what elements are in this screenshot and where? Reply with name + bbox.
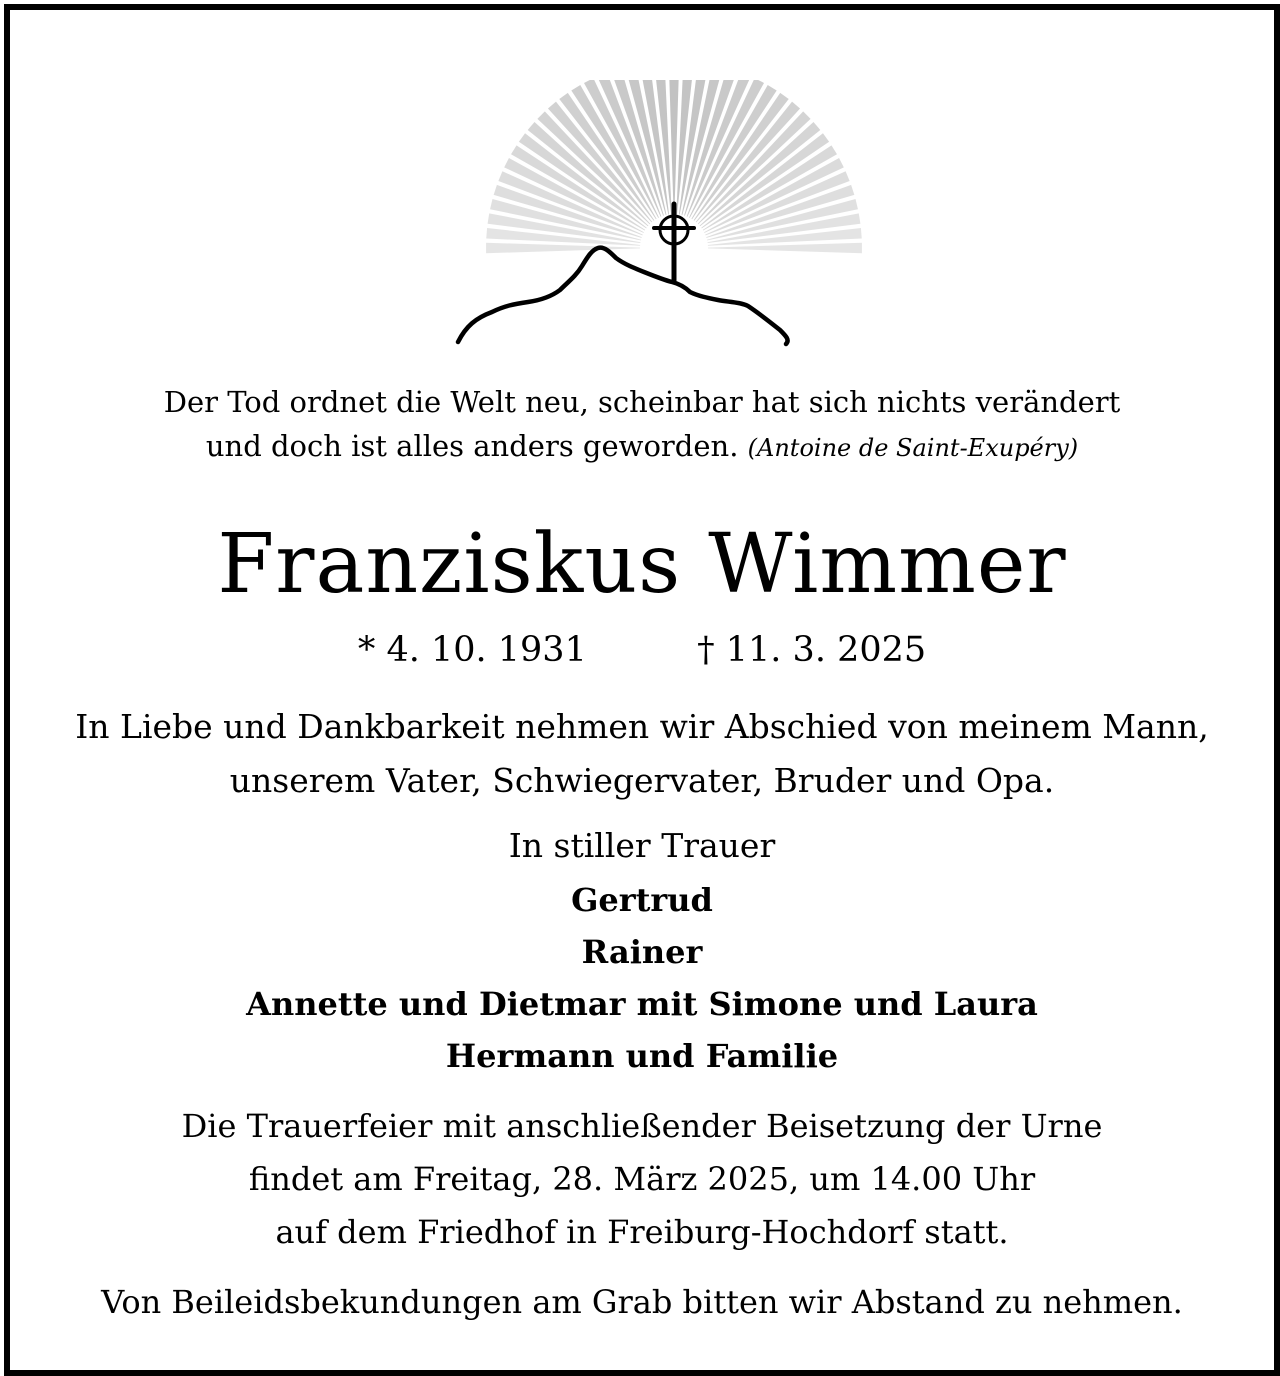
farewell-line-1: In Liebe und Dankbarkeit nehmen wir Abschied von meinem Mann, <box>75 707 1209 746</box>
ceremony-info <box>10 1100 1274 1259</box>
quote-line-1: Der Tod ordnet die Welt neu, scheinbar hat sich nichts verändert <box>163 385 1121 419</box>
quote <box>10 380 1274 470</box>
mourners-list <box>10 874 1274 1082</box>
mourner-name: Gertrud <box>571 881 713 919</box>
quote-line-2 <box>10 424 1274 470</box>
mountain-outline <box>458 248 788 344</box>
closing-note: Von Beileidsbekundungen am Grab bitten wir Abstand zu nehmen. <box>101 1283 1183 1321</box>
mourner-name: Hermann und Familie <box>445 1037 839 1075</box>
mourner-name: Annette und Dietmar mit Simone und Laura <box>246 985 1038 1023</box>
birth-date: * 4. 10. 1931 <box>357 630 587 670</box>
mourning-intro: In stiller Trauer <box>508 826 776 865</box>
ceremony-line-2: findet am Freitag, 28. März 2025, um 14.00 Uhr <box>248 1160 1036 1198</box>
ceremony-line-3: auf dem Friedhof in Freiburg-Hochdorf statt. <box>275 1213 1009 1251</box>
quote-line-2-text: und doch ist alles anders geworden. <box>205 429 739 463</box>
mountain-cross-sunrays-icon <box>430 80 870 360</box>
life-dates <box>10 626 1274 674</box>
quote-author: (Antoine de Saint-Exupéry) <box>747 434 1079 462</box>
mourner-name: Rainer <box>581 933 703 971</box>
deceased-name: Franziskus Wimmer <box>217 517 1067 612</box>
ceremony-line-1: Die Trauerfeier mit anschließender Beisetzung der Urne <box>181 1107 1103 1145</box>
death-date: † 11. 3. 2025 <box>697 630 927 670</box>
farewell-text <box>10 700 1274 808</box>
obituary-notice <box>4 4 1280 1376</box>
cross-icon <box>654 204 694 282</box>
farewell-line-2: unserem Vater, Schwiegervater, Bruder und Opa. <box>229 761 1055 800</box>
